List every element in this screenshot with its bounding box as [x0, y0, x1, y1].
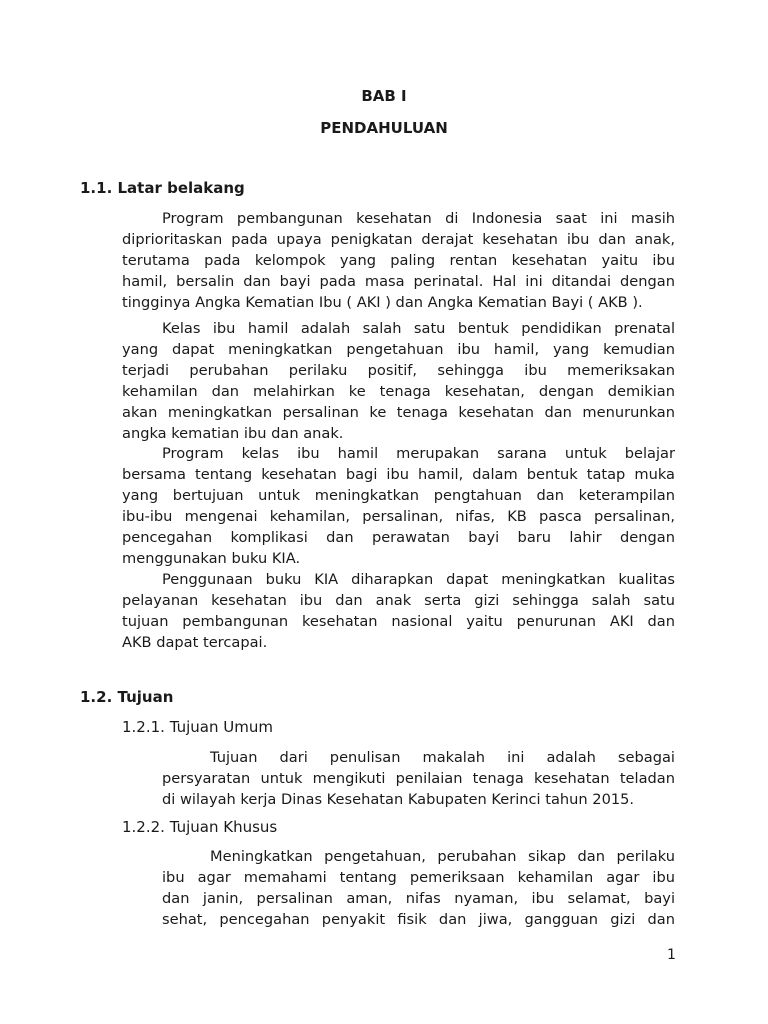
text-line: AKB dapat tercapai.	[122, 634, 268, 651]
text-line: dan janin, persalinan aman, nifas nyaman, ibu selamat, bayi	[162, 890, 675, 907]
text-line: menggunakan buku KIA.	[122, 550, 301, 567]
subsection-heading-tujuan-khusus: 1.2.2. Tujuan Khusus	[122, 818, 278, 836]
text-line: Meningkatkan pengetahuan, perubahan sikap dan perilaku	[210, 848, 675, 865]
section-heading-tujuan: 1.2. Tujuan	[80, 688, 174, 706]
paragraph	[162, 846, 675, 930]
text-line: Program pembangunan kesehatan di Indonesia saat ini masih	[162, 210, 675, 227]
text-line: tujuan pembangunan kesehatan nasional yaitu penurunan AKI dan	[122, 613, 675, 630]
paragraph	[122, 208, 675, 313]
text-line: akan meningkatkan persalinan ke tenaga kesehatan dan menurunkan	[122, 404, 675, 421]
text-line: Tujuan dari penulisan makalah ini adalah sebagai	[210, 749, 675, 766]
text-line: bersama tentang kesehatan bagi ibu hamil, dalam bentuk tatap muka	[122, 466, 675, 483]
text-line: ibu-ibu mengenai kehamilan, persalinan, nifas, KB pasca persalinan,	[122, 508, 675, 525]
text-line: terutama pada kelompok yang paling rentan kesehatan yaitu ibu	[122, 252, 675, 269]
text-line: Kelas ibu hamil adalah salah satu bentuk pendidikan prenatal	[162, 320, 675, 337]
text-line: persyaratan untuk mengikuti penilaian tenaga kesehatan teladan	[162, 770, 675, 787]
paragraph	[122, 569, 675, 653]
text-line: Penggunaan buku KIA diharapkan dapat meningkatkan kualitas	[162, 571, 675, 588]
text-line: yang dapat meningkatkan pengetahuan ibu hamil, yang kemudian	[122, 341, 675, 358]
text-line: pelayanan kesehatan ibu dan anak serta gizi sehingga salah satu	[122, 592, 675, 609]
text-line: angka kematian ibu dan anak.	[122, 425, 344, 442]
text-line: sehat, pencegahan penyakit fisik dan jiwa, gangguan gizi dan	[162, 911, 675, 928]
chapter-title: PENDAHULUAN	[320, 119, 448, 137]
text-line: terjadi perubahan perilaku positif, sehingga ibu memeriksakan	[122, 362, 675, 379]
chapter-number: BAB I	[361, 87, 407, 105]
paragraph	[162, 747, 675, 810]
text-line: di wilayah kerja Dinas Kesehatan Kabupaten Kerinci tahun 2015.	[162, 791, 635, 808]
page-number: 1	[667, 947, 676, 963]
text-line: hamil, bersalin dan bayi pada masa perinatal. Hal ini ditandai dengan	[122, 273, 675, 290]
text-line: tingginya Angka Kematian Ibu ( AKI ) dan Angka Kematian Bayi ( AKB ).	[122, 294, 643, 311]
subsection-heading-tujuan-umum: 1.2.1. Tujuan Umum	[122, 718, 273, 736]
paragraph	[122, 443, 675, 569]
text-line: ibu agar memahami tentang pemeriksaan kehamilan agar ibu	[162, 869, 675, 886]
section-heading-latar-belakang: 1.1. Latar belakang	[80, 179, 245, 197]
text-line: Program kelas ibu hamil merupakan sarana untuk belajar	[162, 445, 675, 462]
paragraph	[122, 318, 675, 444]
text-line: kehamilan dan melahirkan ke tenaga kesehatan, dengan demikian	[122, 383, 675, 400]
text-line: yang bertujuan untuk meningkatkan pengtahuan dan keterampilan	[122, 487, 675, 504]
text-line: pencegahan komplikasi dan perawatan bayi baru lahir dengan	[122, 529, 675, 546]
text-line: diprioritaskan pada upaya penigkatan derajat kesehatan ibu dan anak,	[122, 231, 675, 248]
